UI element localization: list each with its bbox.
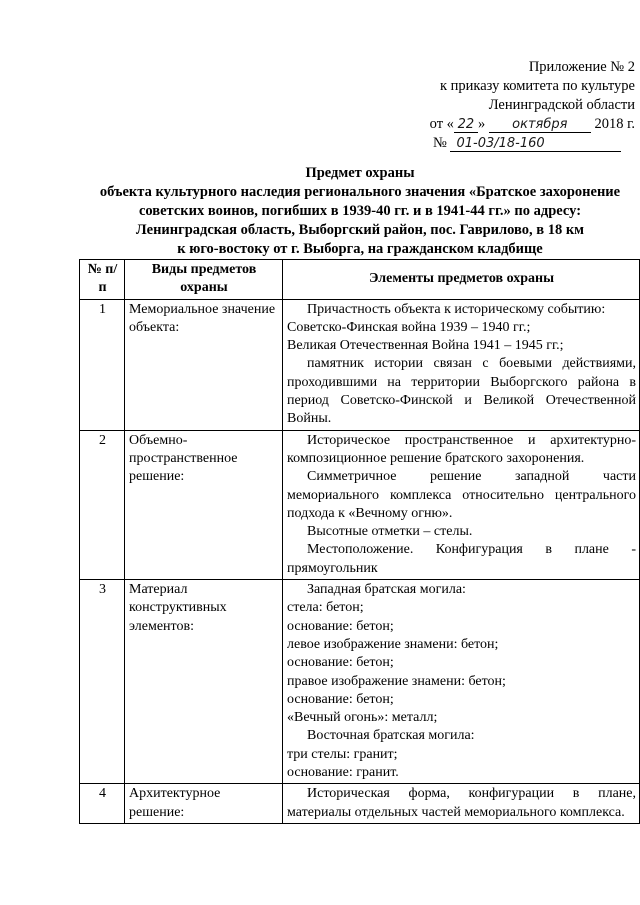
title-line-3: советских воинов, погибших в 1939-40 гг. и в 1941-44 гг.» по адресу: — [138, 203, 582, 219]
element-line: основание: гранит. — [287, 765, 399, 781]
row-elements — [283, 299, 640, 430]
element-line: Великая Отечественная Война 1941 – 1945 гг.; — [287, 338, 564, 354]
order-region: Ленинградской области — [488, 97, 635, 113]
title-line-5: к юго-востоку от г. Выборга, на гражданском кладбище — [177, 241, 543, 257]
header-elements: Элементы предметов охраны — [283, 260, 640, 300]
row-kind: Архитектурное решение: — [125, 784, 283, 824]
element-line: основание: бетон; — [287, 655, 394, 671]
header-kind: Виды предметов охраны — [125, 260, 283, 300]
table-row — [80, 299, 640, 430]
table-header-row — [80, 260, 640, 300]
element-line: Местоположение. Конфигурация в плане - прямоугольник — [287, 542, 636, 576]
handwritten-month: октября — [489, 117, 591, 133]
order-reference: к приказу комитета по культуре — [439, 78, 635, 94]
element-line: основание: бетон; — [287, 691, 394, 707]
table-row — [80, 430, 640, 579]
element-line: Историческое пространственное и архитектурно-композиционное решение братского захоронения. — [287, 432, 636, 466]
row-elements — [283, 784, 640, 824]
element-line: Советско-Финская война 1939 – 1940 гг.; — [287, 319, 531, 335]
row-number: 3 — [80, 580, 125, 784]
element-line: Высотные отметки – стелы. — [307, 524, 473, 540]
element-line: левое изображение знамени: бетон; — [287, 636, 499, 652]
date-mid: » — [477, 116, 486, 132]
row-kind: Объемно-пространственное решение: — [125, 430, 283, 579]
date-prefix: от « — [429, 116, 454, 132]
element-line: «Вечный огонь»: металл; — [287, 710, 438, 726]
element-line: Западная братская могила: — [307, 582, 466, 598]
row-number: 4 — [80, 784, 125, 824]
element-line: основание: бетон; — [287, 618, 394, 634]
element-line: Симметричное решение западной части мемориального комплекса относительно центрального подхода к «Вечному огню». — [287, 469, 636, 521]
handwritten-day: 22 — [454, 117, 478, 133]
protection-subject-table — [79, 259, 640, 824]
date-year: 2018 г. — [594, 116, 635, 132]
row-number: 1 — [80, 299, 125, 430]
element-line: три стелы: гранит; — [287, 746, 398, 762]
order-number — [405, 134, 635, 153]
element-line: Причастность объекта к историческому событию: — [307, 301, 606, 317]
element-line: памятник истории связан с боевыми действиями, проходившими на территории Выборгского района в период Советско-Финской и Великой Отечественной Войны. — [287, 356, 636, 427]
row-number: 2 — [80, 430, 125, 579]
header-num: № п/п — [80, 260, 125, 300]
document-title — [80, 164, 640, 259]
title-line-1: Предмет охраны — [305, 165, 415, 181]
appendix-number: Приложение № 2 — [528, 59, 635, 75]
number-prefix: № — [433, 135, 447, 151]
handwritten-number: 01-03/18-160 — [450, 136, 621, 152]
row-elements — [283, 580, 640, 784]
order-date — [405, 115, 635, 134]
row-kind: Мемориальное значение объекта: — [125, 299, 283, 430]
title-line-2: объекта культурного наследия регионального значения «Братское захоронение — [99, 184, 621, 200]
row-kind: Материал конструктивных элементов: — [125, 580, 283, 784]
row-elements — [283, 430, 640, 579]
element-line: стела: бетон; — [287, 600, 364, 616]
element-line: Восточная братская могила: — [307, 728, 475, 744]
appendix-header — [405, 58, 635, 153]
table-row — [80, 784, 640, 824]
element-line: правое изображение знамени: бетон; — [287, 673, 506, 689]
table-row — [80, 580, 640, 784]
title-line-4: Ленинградская область, Выборгский район, пос. Гаврилово, в 18 км — [135, 222, 585, 238]
element-line: Историческая форма, конфигурации в плане, материалы отдельных частей мемориального комплекса. — [287, 786, 636, 820]
